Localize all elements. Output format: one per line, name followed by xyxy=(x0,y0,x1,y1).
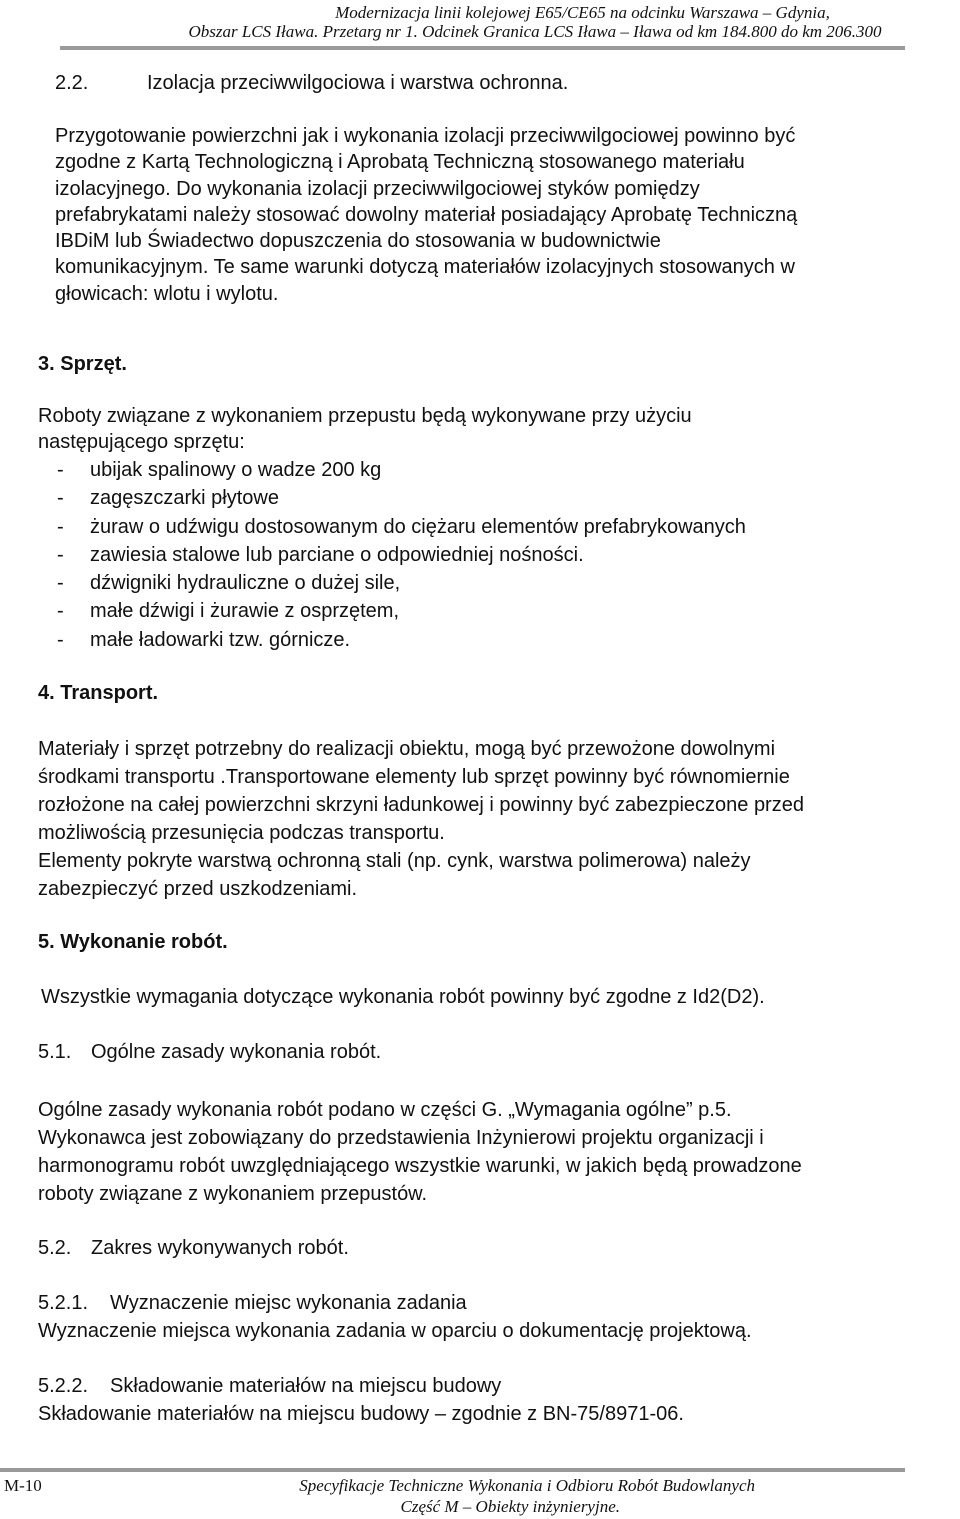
equipment-list xyxy=(57,456,746,654)
text-line: IBDiM lub Świadectwo dopuszczenia do stosowania w budownictwie xyxy=(55,230,661,253)
paragraph-3 xyxy=(38,403,692,455)
header-line-1: Modernizacja linii kolejowej E65/CE65 na odcinku Warszawa – Gdynia, xyxy=(335,3,830,22)
text-line: głowicach: wlotu i wylotu. xyxy=(55,282,279,305)
text-line: zgodne z Kartą Technologiczną i Aprobatą Techniczną stosowanego materiału xyxy=(55,151,745,174)
list-item: - dźwigniki hydrauliczne o dużej sile, xyxy=(57,572,401,595)
section-5-1-heading xyxy=(38,1039,381,1065)
footer-line-2: Część M – Obiekty inżynieryjne. xyxy=(400,1497,620,1516)
header-rule xyxy=(60,46,905,50)
section-number: 5.1. xyxy=(38,1041,72,1063)
header-line-2: Obszar LCS Iława. Przetarg nr 1. Odcinek Granica LCS Iława – Iława od km 184.800 do km 206.300 xyxy=(188,22,882,41)
footer-rule xyxy=(0,1468,905,1472)
text-line: Elementy pokryte warstwą ochronną stali (np. cynk, warstwa polimerowa) należy xyxy=(38,850,751,872)
text-line: Roboty związane z wykonaniem przepustu będą wykonywane przy użyciu xyxy=(38,405,692,427)
text-line: Ogólne zasady wykonania robót podano w części G. „Wymagania ogólne” p.5. xyxy=(38,1099,732,1121)
section-title: Izolacja przeciwwilgociowa i warstwa ochronna. xyxy=(147,72,569,94)
list-item: - zawiesia stalowe lub parciane o odpowiedniej nośności. xyxy=(57,543,584,566)
section-number: 2.2. xyxy=(55,72,89,94)
section-number: 5.2.2. xyxy=(38,1375,89,1397)
section-2-2-heading xyxy=(55,70,568,96)
section-5-heading: 5. Wykonanie robót. xyxy=(38,931,228,953)
text-line: środkami transportu .Transportowane elementy lub sprzęt powinny być równomiernie xyxy=(38,766,790,788)
page-number: M-10 xyxy=(4,1476,42,1495)
text-line: Materiały i sprzęt potrzebny do realizacji obiektu, mogą być przewożone dowolnymi xyxy=(38,738,776,760)
paragraph-2-2 xyxy=(55,123,797,307)
text-line: harmonogramu robót uwzględniającego wszystkie warunki, w jakich będą prowadzone xyxy=(38,1155,802,1177)
section-5-2-heading xyxy=(38,1235,349,1261)
text-line: Wykonawca jest zobowiązany do przedstawienia Inżynierowi projektu organizacji i xyxy=(38,1127,764,1149)
section-number: 5.2.1. xyxy=(38,1292,89,1314)
text-line: następującego sprzętu: xyxy=(38,431,245,453)
section-title: Zakres wykonywanych robót. xyxy=(91,1237,349,1259)
section-title: Ogólne zasady wykonania robót. xyxy=(91,1041,382,1063)
section-3-heading: 3. Sprzęt. xyxy=(38,353,127,375)
section-title: Składowanie materiałów na miejscu budowy xyxy=(110,1375,502,1397)
paragraph-5: Wszystkie wymagania dotyczące wykonania robót powinny być zgodne z Id2(D2). xyxy=(41,986,765,1008)
text-line: zabezpieczyć przed uszkodzeniami. xyxy=(38,878,358,900)
text-line: izolacyjnego. Do wykonania izolacji przeciwwilgociowej styków pomiędzy xyxy=(55,177,700,200)
text-line: prefabrykatami należy stosować dowolny materiał posiadający Aprobatę Techniczną xyxy=(55,203,798,226)
section-5-2-2-heading xyxy=(38,1373,501,1399)
section-4-heading: 4. Transport. xyxy=(38,682,159,704)
text-line: komunikacyjnym. Te same warunki dotyczą materiałów izolacyjnych stosowanych w xyxy=(55,256,795,279)
footer-line-1: Specyfikacje Techniczne Wykonania i Odbioru Robót Budowlanych xyxy=(299,1476,755,1495)
list-item: - małe dźwigi i żurawie z osprzętem, xyxy=(57,600,399,623)
list-item: - żuraw o udźwigu dostosowanym do ciężaru elementów prefabrykowanych xyxy=(57,515,746,538)
list-item: - zagęszczarki płytowe xyxy=(57,487,279,510)
section-5-2-1-heading xyxy=(38,1290,467,1316)
section-number: 5.2. xyxy=(38,1237,72,1259)
section-title: Wyznaczenie miejsc wykonania zadania xyxy=(110,1292,467,1314)
text-line: rozłożone na całej powierzchni skrzyni ładunkowej i powinny być zabezpieczone przed xyxy=(38,794,804,816)
text-line: Przygotowanie powierzchni jak i wykonania izolacji przeciwwilgociowej powinno być xyxy=(55,125,796,147)
text-line: roboty związane z wykonaniem przepustów. xyxy=(38,1183,428,1205)
paragraph-5-2-1: Wyznaczenie miejsca wykonania zadania w oparciu o dokumentację projektową. xyxy=(38,1320,752,1342)
paragraph-5-2-2: Składowanie materiałów na miejscu budowy – zgodnie z BN-75/8971-06. xyxy=(38,1403,684,1425)
paragraph-4 xyxy=(38,735,804,903)
list-item: - małe ładowarki tzw. górnicze. xyxy=(57,628,351,651)
list-item: - ubijak spalinowy o wadze 200 kg xyxy=(57,459,382,481)
paragraph-5-1 xyxy=(38,1096,802,1208)
text-line: możliwością przesunięcia podczas transportu. xyxy=(38,822,445,844)
